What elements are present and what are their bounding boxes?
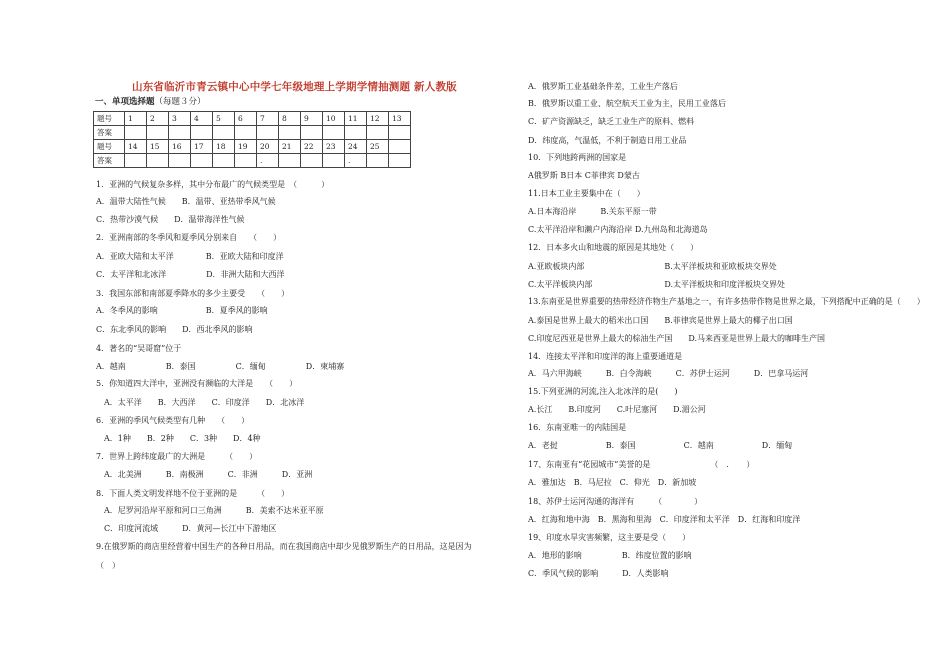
question-line: 19、印度水旱灾害频繁，这主要是受（ ）	[528, 533, 691, 542]
question-line: 10．下列地跨两洲的国家是	[528, 153, 627, 162]
question-line: C．季风气候的影响 D．人类影响	[528, 569, 669, 578]
table-cell	[323, 126, 345, 140]
question-line: A．太平洋 B．大西洋 C．印度洋 D．北冰洋	[96, 398, 305, 407]
table-row	[94, 154, 411, 168]
question-line: 1．亚洲的气候复杂多样，其中分布最广的气候类型是 （ ）	[96, 180, 330, 189]
question-line: C.印度尼西亚是世界上最大的棕油生产国 D.马来西亚是世界上最大的咖啡生产国	[528, 334, 826, 343]
question-line: 4．著名的“吴哥窟”位于	[96, 344, 182, 353]
table-cell	[389, 154, 411, 168]
question-line: 15.下列亚洲的河流,注入北冰洋的是( )	[528, 387, 678, 396]
question-line: C．热带沙漠气候 D．温带海洋性气候	[96, 215, 245, 224]
table-cell: 18	[213, 140, 235, 154]
table-header-cell: 答案	[94, 126, 125, 140]
question-line: A俄罗斯 B日本 C菲律宾 D蒙古	[528, 171, 640, 180]
question-line: 16．东南亚唯一的内陆国是	[528, 423, 627, 432]
table-cell: 8	[279, 112, 301, 126]
table-cell: 7	[257, 112, 279, 126]
table-cell	[213, 154, 235, 168]
question-line: 6．亚洲的季风气候类型有几种 （ ）	[96, 416, 250, 425]
table-cell: 20	[257, 140, 279, 154]
question-line: A．亚欧大陆和太平洋 B．亚欧大陆和印度洋	[96, 252, 284, 261]
question-line: 8．下面人类文明发祥地不位于亚洲的是 （ ）	[96, 489, 290, 498]
question-line: A．雅加达 B．马尼拉 C．仰光 D．新加坡	[528, 478, 697, 487]
question-line: C．东北季风的影响 D．西北季风的影响	[96, 325, 253, 334]
table-row	[94, 112, 411, 126]
table-cell	[345, 126, 367, 140]
section-heading	[95, 95, 206, 107]
question-line: A.长江 B.印度河 C.叶尼塞河 D.湄公河	[528, 405, 706, 414]
table-cell: 13	[389, 112, 411, 126]
table-cell	[169, 154, 191, 168]
table-cell	[301, 154, 323, 168]
question-line: A．温带大陆性气候 B．温带、亚热带季风气候	[96, 197, 276, 206]
question-line: A.亚欧板块内部 B.太平洋板块和亚欧板块交界处	[528, 262, 777, 271]
table-row	[94, 140, 411, 154]
table-cell	[389, 126, 411, 140]
question-line: C．印度河流域 D．黄河—长江中下游地区	[96, 524, 277, 533]
question-line: A．地形的影响 B．纬度位置的影响	[528, 551, 692, 560]
question-line: A．老挝 B．泰国 C．越南 D．缅甸	[528, 441, 793, 450]
question-line: A．越南 B．泰国 C．缅甸 D．柬埔寨	[96, 362, 345, 371]
table-cell	[389, 140, 411, 154]
question-line: 18、苏伊士运河沟通的海洋有 （ ）	[528, 497, 703, 506]
table-cell: 3	[169, 112, 191, 126]
question-line: A．尼罗河沿岸平原和河口三角洲 B．美索不达米亚平原	[96, 506, 324, 515]
question-line: 5．你知道四大洋中，亚洲没有濒临的大洋是 （ ）	[96, 379, 298, 388]
table-cell	[235, 154, 257, 168]
table-cell	[191, 126, 213, 140]
question-line: B．俄罗斯以重工业、航空航天工业为主，民用工业落后	[528, 99, 726, 108]
table-cell: 16	[169, 140, 191, 154]
question-line: A．冬季风的影响 B．夏季风的影响	[96, 306, 268, 315]
question-line: A．北美洲 B．南极洲 C．非洲 D．亚洲	[96, 470, 313, 479]
table-header-cell: 答案	[94, 154, 125, 168]
question-line: 9.在俄罗斯的商店里经营着中国生产的各种日用品，而在我国商店中却少见俄罗斯生产的日用品，这是因为	[96, 542, 472, 551]
question-line: A.泰国是世界上最大的稻米出口国 B.菲律宾是世界上最大的椰子出口国	[528, 316, 793, 325]
question-line: 11.日本工业主要集中在（ ）	[528, 189, 645, 198]
table-cell	[235, 126, 257, 140]
table-cell: 9	[301, 112, 323, 126]
table-cell	[191, 154, 213, 168]
table-cell: 22	[301, 140, 323, 154]
question-line: C.太平洋板块内部 D.太平洋板块和印度洋板块交界处	[528, 280, 786, 289]
table-cell: .	[257, 154, 279, 168]
question-line: C．矿产资源缺乏，缺乏工业生产的原料、燃料	[528, 117, 695, 126]
table-row	[94, 126, 411, 140]
table-cell: 10	[323, 112, 345, 126]
question-line: A．马六甲海峡 B．白令海峡 C．苏伊士运河 D．巴拿马运河	[528, 369, 809, 378]
table-cell: .	[345, 154, 367, 168]
table-cell: 11	[345, 112, 367, 126]
table-cell	[147, 126, 169, 140]
question-line: 3．我国东部和南部夏季降水的多少主要受 （ ）	[96, 289, 290, 298]
table-cell: 1	[125, 112, 147, 126]
table-header-cell: 题号	[94, 112, 125, 126]
question-line: A．俄罗斯工业基础条件差，工业生产落后	[528, 82, 678, 91]
question-line: 13.东南亚是世界重要的热带经济作物生产基地之一，有许多热带作物是世界之最，下列搭配中正确的是（ ）	[528, 297, 925, 306]
answer-table	[93, 111, 411, 168]
table-cell: 12	[367, 112, 389, 126]
section-heading-text: 一、单项选择题	[95, 97, 155, 107]
table-cell	[301, 126, 323, 140]
question-line: C.太平洋沿岸和濑户内海沿岸 D.九州岛和北海道岛	[528, 225, 708, 234]
table-cell: 4	[191, 112, 213, 126]
question-line: （ ）	[96, 561, 120, 570]
page-title: 山东省临沂市青云镇中心中学七年级地理上学期学情抽测题 新人教版	[132, 81, 457, 93]
question-line: 7．世界上跨纬度最广的大洲是 （ ）	[96, 452, 258, 461]
table-cell	[125, 126, 147, 140]
table-cell	[367, 126, 389, 140]
table-cell: 15	[147, 140, 169, 154]
table-cell: 21	[279, 140, 301, 154]
question-line: C．太平洋和北冰洋 D．非洲大陆和大西洋	[96, 270, 285, 279]
table-cell	[257, 126, 279, 140]
table-cell	[279, 154, 301, 168]
question-line: A．1种 B．2种 C．3种 D．4种	[96, 434, 261, 443]
table-header-cell: 题号	[94, 140, 125, 154]
table-cell	[213, 126, 235, 140]
table-cell: 23	[323, 140, 345, 154]
question-line: 2．亚洲南部的冬季风和夏季风分别来自 （ ）	[96, 233, 282, 242]
table-cell: 24	[345, 140, 367, 154]
question-line: 17、东南亚有“花园城市”美誉的是 （ ． ）	[528, 460, 755, 469]
question-line: 14．连接太平洋和印度洋的海上重要通道是	[528, 352, 683, 361]
table-cell	[323, 154, 345, 168]
table-cell	[279, 126, 301, 140]
table-cell	[169, 126, 191, 140]
question-line: D．纬度高，气温低，不利于制造日用工业品	[528, 136, 687, 145]
question-line: A．红海和地中海 B．黑海和里海 C．印度洋和太平洋 D．红海和印度洋	[528, 515, 801, 524]
table-cell: 25	[367, 140, 389, 154]
question-line: A.日本海沿岸 B.关东平原一带	[528, 207, 657, 216]
table-cell: 14	[125, 140, 147, 154]
table-cell: 6	[235, 112, 257, 126]
table-cell: 19	[235, 140, 257, 154]
table-cell: 2	[147, 112, 169, 126]
question-line: 12．日本多火山和地震的原因是其地处（ ）	[528, 243, 699, 252]
table-cell: 5	[213, 112, 235, 126]
table-cell	[367, 154, 389, 168]
table-cell	[147, 154, 169, 168]
table-cell: 17	[191, 140, 213, 154]
section-note: （每题３分）	[154, 97, 206, 107]
table-cell	[125, 154, 147, 168]
